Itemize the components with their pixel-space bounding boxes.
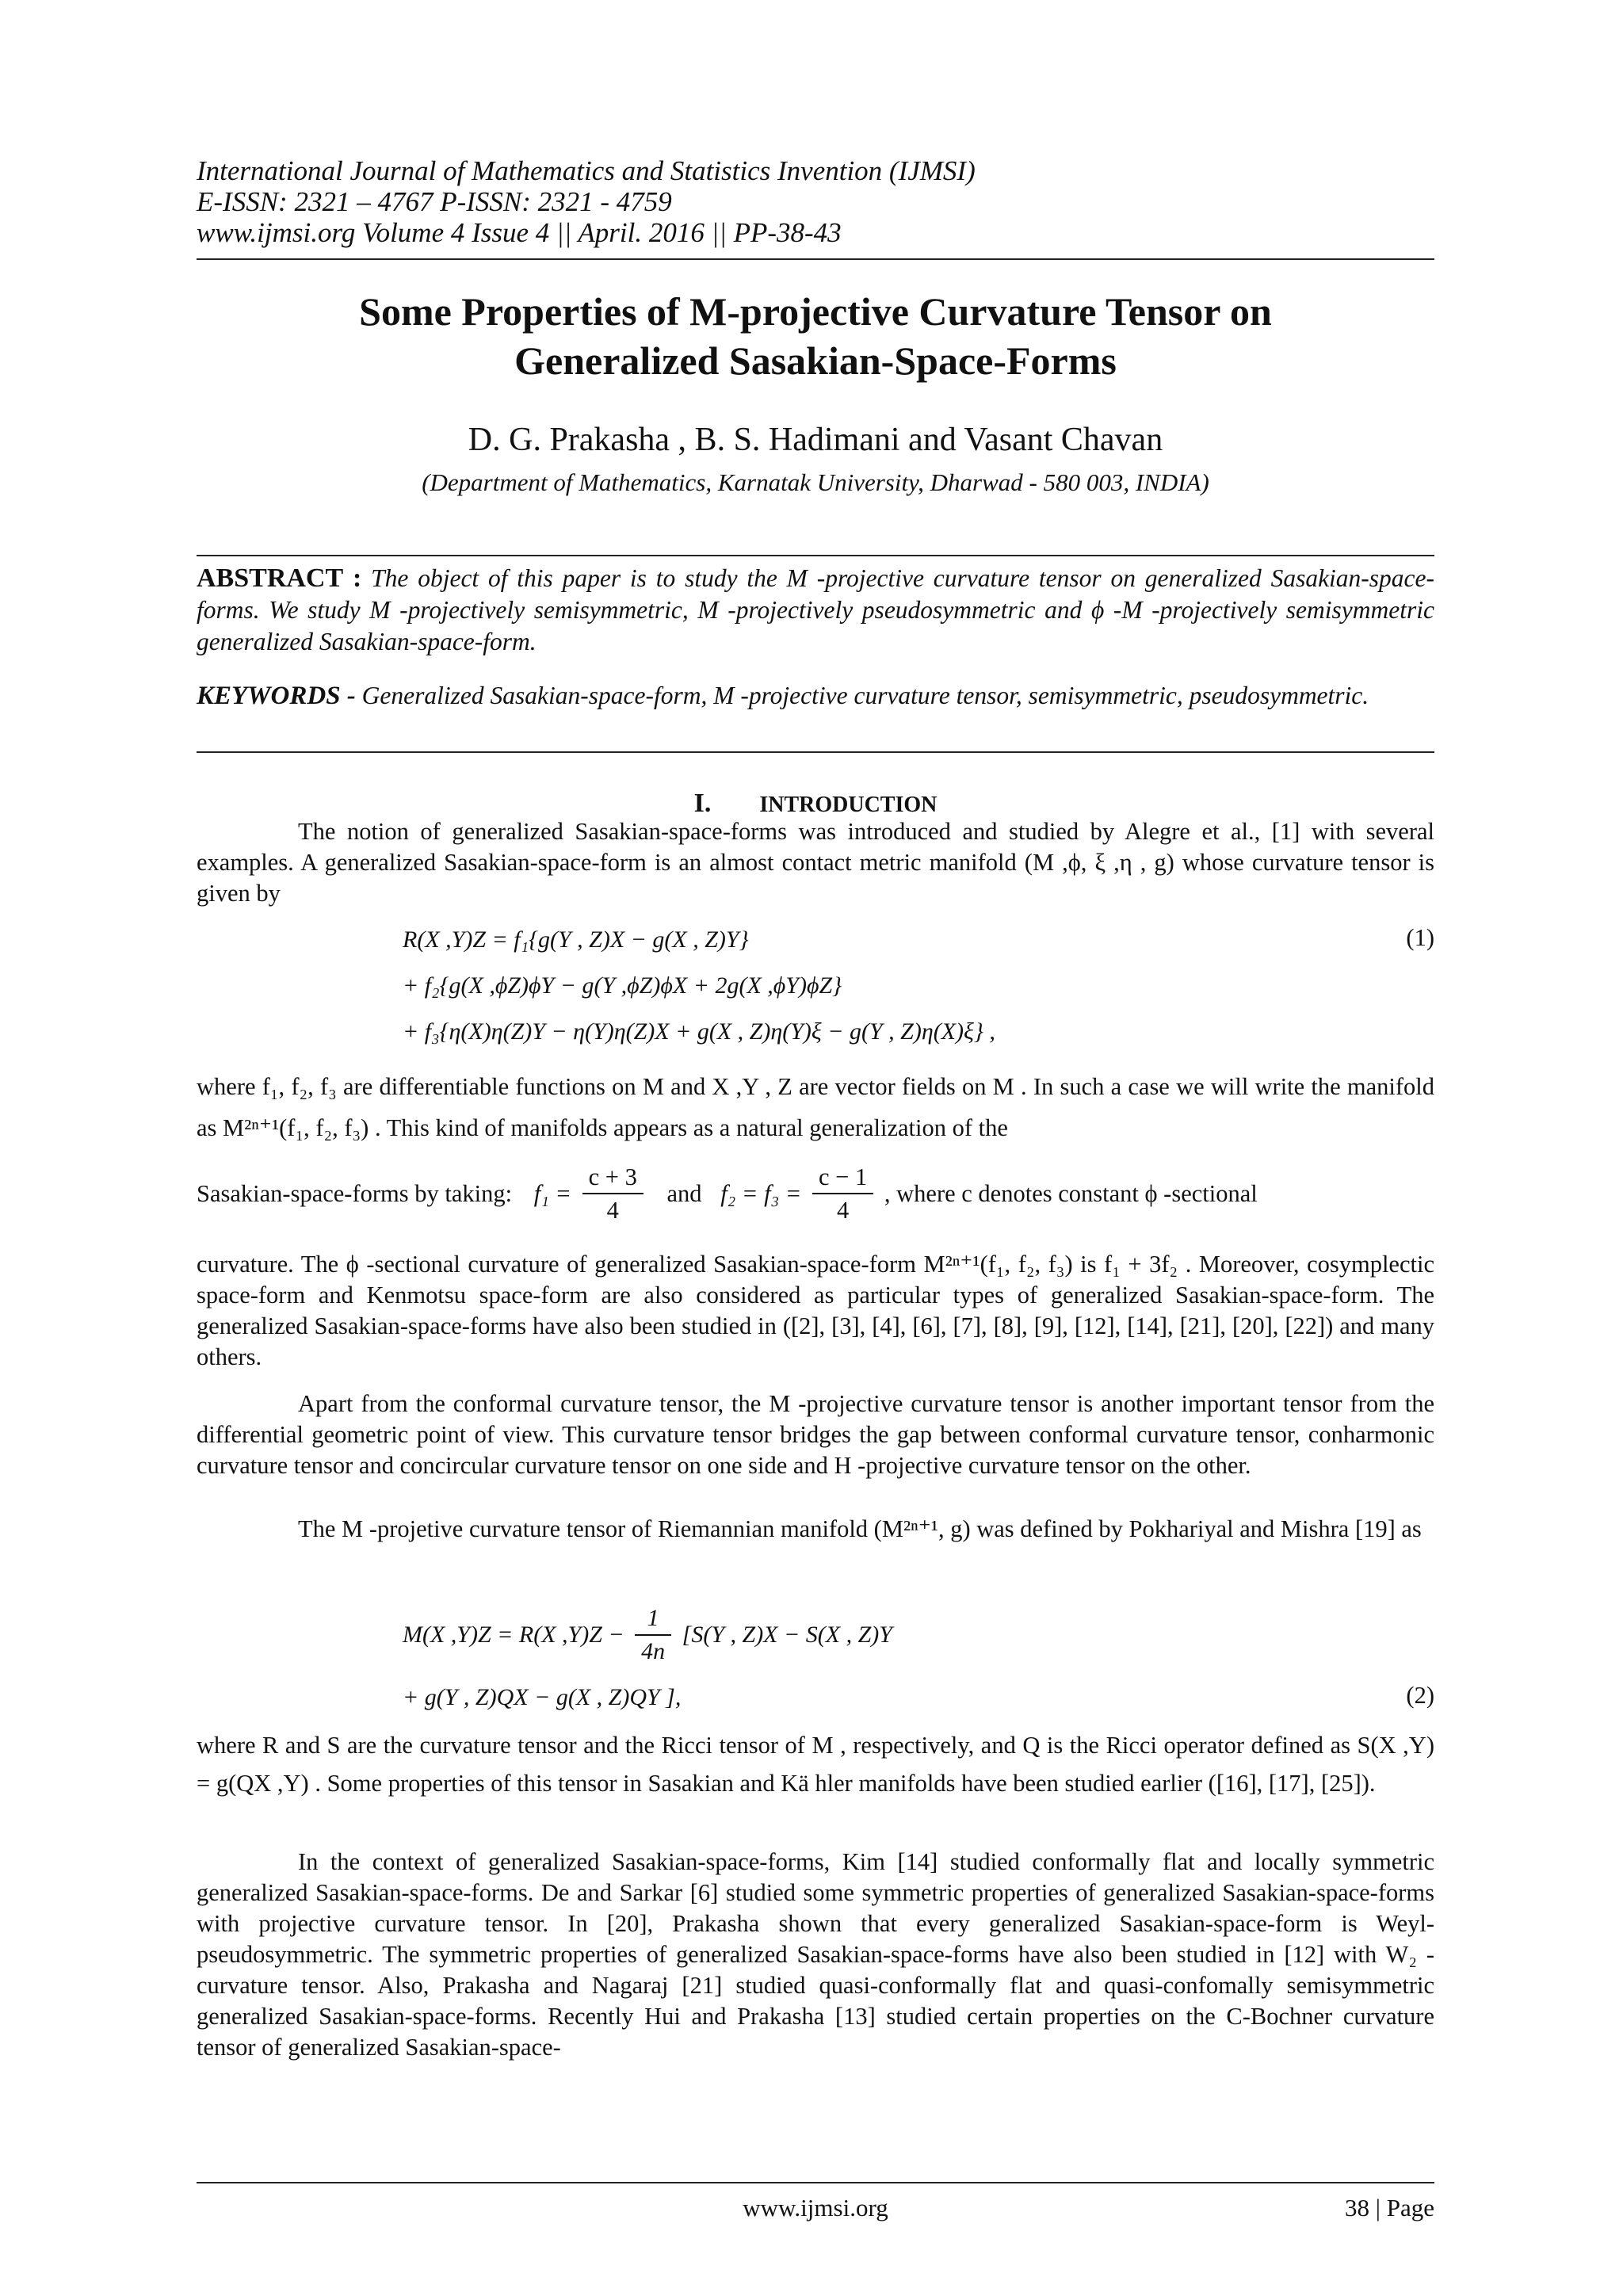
paragraph-3 [197, 1161, 1434, 1226]
p3-tail: , where c denotes constant ϕ -sectional [884, 1180, 1258, 1207]
section-heading [197, 789, 1434, 819]
p3-f1: f₁ = [533, 1180, 572, 1207]
section-title: INTRODUCTION [759, 793, 938, 817]
abstract-label: ABSTRACT : [197, 563, 362, 593]
keywords-label: KEYWORDS - [197, 682, 356, 710]
eq2-lhs: M(X ,Y)Z = R(X ,Y)Z − [403, 1622, 624, 1648]
paper-page [197, 0, 1434, 2296]
paragraph-1: The notion of generalized Sasakian-space-forms was introduced and studied by Alegre et al., [1] with several examples. A generalized Sasakian-space-form is an almost contact metric manifold (M ,ϕ, ξ ,η , g) whose curvature tensor is given by [197, 818, 1434, 907]
journal-header [197, 155, 1434, 248]
equation-2-number: (2) [1406, 1682, 1434, 1709]
equation-2-line-1 [403, 1603, 892, 1668]
paragraph-8: In the context of generalized Sasakian-space-forms, Kim [14] studied conformally flat and locally symmetric generalized Sasakian-space-forms. De and Sarkar [6] studied some symmetric properties of generalized Sasakian-space-forms with projective curvature tensor. In [20], Prakasha shown that every generalized Sasakian-space-form is Weyl-pseudosymmetric. The symmetric properties of generalized Sasakian-space-forms have also been studied in [12] with W₂ -curvature tensor. Also, Prakasha and Nagaraj [21] studied quasi-conformally flat and quasi-confomally semisymmetric generalized Sasakian-space-forms. Recently Hui and Prakasha [13] studied certain properties on the C-Bochner curvature tensor of generalized Sasakian-space- [197, 1848, 1434, 2061]
footer-page-number: 38 | Page [1345, 2194, 1434, 2222]
fraction-c-plus-3-denominator: 4 [606, 1197, 619, 1224]
fraction-1-over-4n-denominator: 4n [641, 1638, 666, 1664]
p3-and: and [666, 1180, 702, 1207]
equation-1-number: (1) [1406, 924, 1434, 951]
journal-name: International Journal of Mathematics and Statistics Invention (IJMSI) [197, 155, 976, 186]
paragraph-7: where R and S are the curvature tensor and the Ricci tensor of M , respectively, and Q is the Ricci operator defined as S(X ,Y) = g(QX ,Y) . Some properties of this tensor in Sasakian and Kä hler manifolds have been studied earlier ([16], [17], [25]). [197, 1732, 1434, 1797]
keywords [197, 682, 1434, 710]
fraction-1-over-4n-numerator: 1 [635, 1603, 671, 1636]
title-line-2: Generalized Sasakian-Space-Forms [514, 338, 1117, 383]
section-number: I. [693, 789, 712, 818]
footer-website: www.ijmsi.org [743, 2194, 888, 2222]
equation-1-line-2: + f₂{g(X ,ϕZ)ϕY − g(Y ,ϕZ)ϕX + 2g(X ,ϕY)ϕZ} [403, 972, 842, 999]
abstract [197, 563, 1434, 658]
fraction-c-minus-1-denominator: 4 [837, 1197, 850, 1224]
equation-1-line-1: R(X ,Y)Z = f₁{g(Y , Z)X − g(X , Z)Y} [403, 926, 749, 953]
fraction-c-minus-1-numerator: c − 1 [812, 1161, 873, 1194]
fraction-c-minus-1 [812, 1161, 873, 1226]
abstract-top-divider [197, 555, 1434, 556]
fraction-c-plus-3 [582, 1161, 643, 1226]
footer-divider [197, 2182, 1434, 2183]
affiliation: (Department of Mathematics, Karnatak University, Dharwad - 580 003, INDIA) [422, 468, 1209, 496]
journal-volume: www.ijmsi.org Volume 4 Issue 4 || April. 2016 || PP-38-43 [197, 217, 842, 248]
paragraph-4: curvature. The ϕ -sectional curvature of generalized Sasakian-space-form M²ⁿ⁺¹(f₁, f₂, f₃) is f₁ + 3f₂ . Moreover, cosymplectic space-form and Kenmotsu space-form are also considered as particular types of generalized Sasakian-space-form. The generalized Sasakian-space-forms have also been studied in ([2], [3], [4], [6], [7], [8], [9], [12], [14], [21], [20], [22]) and many others. [197, 1251, 1434, 1370]
paragraph-2: where f₁, f₂, f₃ are differentiable functions on M and X ,Y , Z are vector fields on M . In such a case we will write the manifold as M²ⁿ⁺¹(f₁, f₂, f₃) . This kind of manifolds appears as a natural generalization of the [197, 1073, 1434, 1141]
title-line-1: Some Properties of M-projective Curvature Tensor on [359, 289, 1272, 334]
keywords-text: Generalized Sasakian-space-form, M -projective curvature tensor, semisymmetric, pseudosymmetric. [361, 682, 1369, 709]
paragraph-5: Apart from the conformal curvature tensor, the M -projective curvature tensor is another important tensor from the differential geometric point of view. This curvature tensor bridges the gap between conformal curvature tensor, conharmonic curvature tensor and concircular curvature tensor on one side and H -projective curvature tensor on the other. [197, 1390, 1434, 1479]
abstract-bottom-divider [197, 751, 1434, 753]
abstract-text: The object of this paper is to study the M -projective curvature tensor on generalized Sasakian-space-forms. We study M -projectively semisymmetric, M -projectively pseudosymmetric and ϕ -M -projectively semisymmetric generalized Sasakian-space-form. [197, 564, 1435, 655]
fraction-c-plus-3-numerator: c + 3 [582, 1161, 643, 1194]
paragraph-6: The M -projetive curvature tensor of Riemannian manifold (M²ⁿ⁺¹, g) was defined by Pokhariyal and Mishra [19] as [298, 1515, 1422, 1542]
authors: D. G. Prakasha , B. S. Hadimani and Vasant Chavan [468, 422, 1163, 458]
fraction-1-over-4n [635, 1603, 671, 1668]
paper-title [197, 287, 1434, 385]
journal-issn: E-ISSN: 2321 – 4767 P-ISSN: 2321 - 4759 [197, 186, 672, 217]
header-divider [197, 258, 1434, 260]
p3-f2-f3: f₂ = f₃ = [720, 1180, 802, 1207]
eq2-rhs: [S(Y , Z)X − S(X , Z)Y [682, 1622, 892, 1648]
equation-2-line-2: + g(Y , Z)QX − g(X , Z)QY ], [403, 1684, 682, 1710]
equation-1-line-3: + f₃{η(X)η(Z)Y − η(Y)η(Z)X + g(X , Z)η(Y)ξ − g(Y , Z)η(X)ξ} , [403, 1018, 995, 1045]
p3-lead: Sasakian-space-forms by taking: [197, 1180, 513, 1207]
